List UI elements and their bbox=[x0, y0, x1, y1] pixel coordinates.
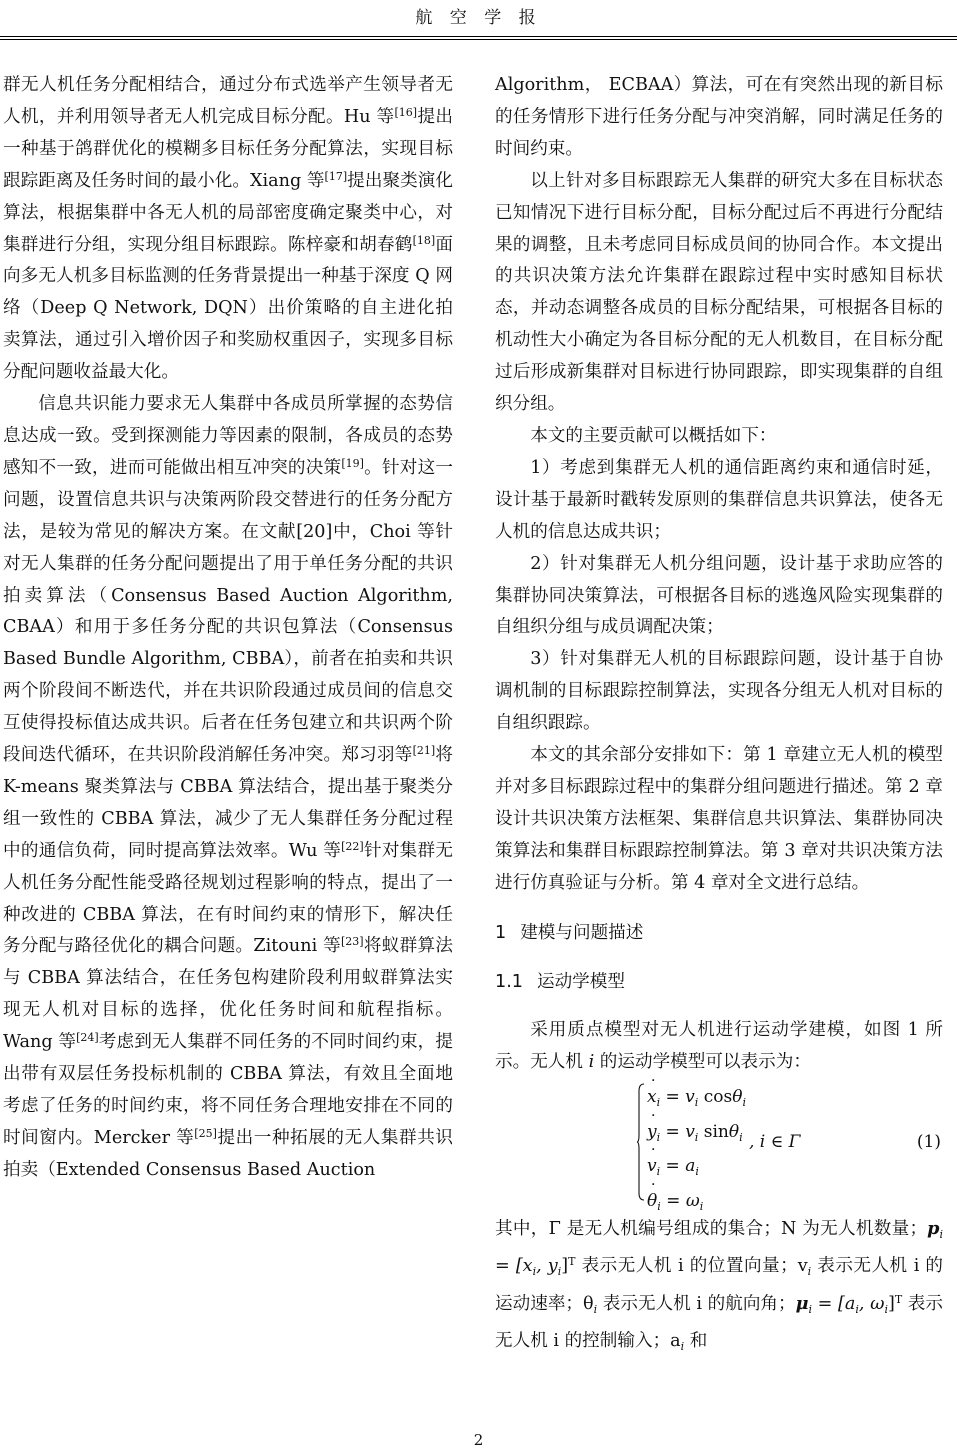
control-vector-symbol: μ bbox=[795, 1293, 809, 1314]
citation-ref: [18] bbox=[412, 233, 436, 247]
paragraph-task-allocation-review bbox=[3, 70, 453, 389]
paragraph-text: 的运动学模型可以表示为： bbox=[594, 1052, 811, 1073]
section-number: 1 bbox=[495, 922, 507, 943]
equation-brace bbox=[637, 1083, 645, 1201]
citation-ref: [23] bbox=[340, 935, 364, 949]
paragraph-contributions-intro: 本文的主要贡献可以概括如下： bbox=[530, 425, 777, 446]
subscript-i: i bbox=[657, 1199, 661, 1213]
subsection-title: 运动学模型 bbox=[536, 972, 625, 993]
paragraph-text: , ω bbox=[858, 1294, 885, 1314]
equation-lines bbox=[647, 1083, 746, 1221]
x-dot-symbol: ˙ x bbox=[647, 1083, 657, 1113]
paragraph-text: 表示无人机 i 的航向角； bbox=[597, 1294, 796, 1314]
paragraph-text: 将 K-means 聚类算法与 CBBA 算法结合，提出基于聚类分组一致性的 CBBA 算法，减少了无人集群任务分配过程中的通信负荷，同时提高算法效率。Wu 等 bbox=[3, 745, 453, 861]
paragraph-research-gap: 以上针对多目标跟踪无人集群的研究大多在目标状态已知情况下进行目标分配，目标分配过后不再进行分配结果的调整，且未考虑同目标成员间的协同合作。本文提出的共识决策方法允许集群在跟踪过程中实时感知目标状态，并动态调整各成员的目标分配结果，可根据各目标的机动性大小确定为各目标分配的无人机数目，在目标分配过后形成新集群对目标进行协同跟踪，即实现集群的自组织分组。 bbox=[495, 170, 943, 415]
contribution-item-1: 1）考虑到集群无人机的通信距离约束和通信时延，设计基于最新时戳转发原则的集群信息共识算法，使各无人机的信息达成共识； bbox=[495, 457, 943, 542]
variable-i: i bbox=[588, 1052, 595, 1073]
subscript-i: i bbox=[739, 1130, 743, 1144]
paragraph-variable-definitions bbox=[495, 1213, 943, 1363]
citation-ref: [22] bbox=[341, 839, 364, 853]
subscript-i: i bbox=[656, 1165, 661, 1179]
header-rule-top bbox=[0, 36, 957, 37]
subscript-i: i bbox=[939, 1228, 943, 1242]
subscript-i: i bbox=[855, 1303, 859, 1316]
subscript-i: i bbox=[593, 1303, 598, 1316]
v-dot-symbol: ˙ v bbox=[647, 1152, 657, 1182]
sin-function: sin bbox=[698, 1121, 729, 1142]
subscript-i: i bbox=[884, 1303, 888, 1316]
equation-rhs: = v bbox=[660, 1087, 695, 1108]
paragraph-text: , y bbox=[536, 1256, 558, 1277]
theta-symbol: θ bbox=[728, 1121, 740, 1142]
citation-ref: [16] bbox=[394, 105, 418, 119]
paragraph-text: 表示无人机 i 的控制输入；a bbox=[495, 1294, 944, 1351]
subscript-i: i bbox=[699, 1199, 704, 1213]
paragraph-text: 面向多无人机多目标监测的任务背景提出一种基于深度 Q 网络（Deep Q Network, DQN）出价策略的自主进化拍卖算法，通过引入增价因子和奖励权重因子，实现多目标分配问题收益最大化。 bbox=[3, 234, 453, 383]
paragraph-text: 提出一种拓展的无人集群共识拍卖（Extended Consensus Based Auction bbox=[3, 1127, 453, 1180]
paragraph-text: 和 bbox=[684, 1330, 708, 1351]
subscript-i: i bbox=[656, 1130, 661, 1144]
paragraph-kinematic-model-intro bbox=[495, 1015, 943, 1079]
section-title: 建模与问题描述 bbox=[520, 922, 644, 943]
transpose-symbol: T bbox=[568, 1255, 576, 1269]
subsection-heading-1-1 bbox=[495, 967, 943, 999]
paragraph-ecbaa-continuation: Algorithm， ECBAA）算法，可在有突然出现的新目标的任务情形下进行任务分配与冲突消解，同时满足任务的时间约束。 bbox=[495, 75, 943, 159]
equation-line-x bbox=[647, 1083, 746, 1118]
theta-dot-symbol: ˙ θ bbox=[647, 1187, 657, 1217]
subscript-i: i bbox=[694, 1130, 699, 1144]
journal-running-head: 航 空 学 报 bbox=[415, 8, 542, 28]
cos-function: cos bbox=[698, 1087, 733, 1108]
subscript-i: i bbox=[656, 1096, 661, 1110]
position-vector-symbol: p bbox=[927, 1218, 940, 1240]
section-heading-1 bbox=[495, 918, 943, 950]
equation-line-v bbox=[647, 1152, 746, 1187]
page-number: 2 bbox=[473, 1431, 484, 1449]
citation-ref: [17] bbox=[324, 169, 348, 183]
subscript-i: i bbox=[695, 1165, 699, 1179]
paragraph-text: = [x bbox=[495, 1256, 533, 1277]
equation-line-theta bbox=[647, 1187, 746, 1222]
paragraph-text: 信息共识能力要求无人集群中各成员所掌握的态势信息达成一致。受到探测能力等因素的限制，各成员的态势感知不一致，进而可能做出相互冲突的决策 bbox=[3, 394, 453, 478]
paragraph-text: 表示无人机 i 的位置向量；v bbox=[575, 1256, 808, 1277]
paragraph-text: 针对集群无人机任务分配性能受路径规划过程影响的特点，提出了一种改进的 CBBA 算法，在有时间约束的情形下，解决任务分配与路径优化的耦合问题。Zitouni 等 bbox=[3, 840, 453, 957]
subscript-i: i bbox=[557, 1265, 562, 1279]
equation-1-kinematics bbox=[495, 1083, 943, 1213]
citation-ref: [19] bbox=[341, 456, 364, 470]
citation-ref: [24] bbox=[76, 1031, 99, 1045]
right-column bbox=[495, 70, 943, 1363]
subscript-i: i bbox=[808, 1303, 813, 1316]
transpose-symbol: T bbox=[894, 1293, 903, 1306]
equation-rhs: = a bbox=[660, 1156, 696, 1177]
subscript-i: i bbox=[532, 1265, 537, 1279]
paragraph-text: 将蚁群算法与 CBBA 算法结合，在任务包构建阶段利用蚁群算法实现无人机对目标的选择，优化任务时间和航程指标。Wang 等 bbox=[3, 936, 453, 1053]
paragraph-text: = [a bbox=[812, 1294, 856, 1314]
paragraph-paper-outline: 本文的其余部分安排如下：第 1 章建立无人机的模型并对多目标跟踪过程中的集群分组问题进行描述。第 2 章设计共识决策方法框架、集群信息共识算法、集群协同决策算法和集群目标跟踪控制算法。第 3 章对共识决策方法进行仿真验证与分析。第 4 章对全文进行总结。 bbox=[495, 745, 943, 893]
contribution-item-2: 2）针对集群无人机分组问题，设计基于求助应答的集群协同决策算法，可根据各目标的逃逸风险实现集群的自组织分组与成员调配决策； bbox=[495, 553, 943, 638]
subscript-i: i bbox=[807, 1265, 812, 1279]
equation-condition: , i ∈ Γ bbox=[749, 1132, 801, 1153]
subscript-i: i bbox=[694, 1096, 699, 1110]
y-dot-symbol: ˙ y bbox=[647, 1118, 657, 1148]
paragraph-text: 群无人机任务分配相结合，通过分布式选举产生领导者无人机，并利用领导者无人机完成目标分配。Hu 等 bbox=[3, 75, 453, 127]
subscript-i: i bbox=[742, 1096, 746, 1110]
header-rule-bottom bbox=[0, 39, 957, 40]
citation-ref: [25] bbox=[194, 1126, 217, 1140]
contribution-item-3: 3）针对集群无人机的目标跟踪问题，设计基于自协调机制的目标跟踪控制算法，实现各分组无人机对目标的自组织跟踪。 bbox=[495, 649, 943, 734]
paragraph-text: 提出一种基于鸽群优化的模糊多目标任务分配算法，实现目标跟踪距离及任务时间的最小化。Xiang 等 bbox=[3, 106, 453, 191]
equation-number: (1) bbox=[916, 1132, 941, 1153]
paragraph-text: 。针对这一问题，设置信息共识与决策两阶段交替进行的任务分配方法，是较为常见的解决方案。在文献[20]中，Choi 等针对无人集群的任务分配问题提出了用于单任务分配的共识拍卖算法（Consensus Based Auction Algorithm, CBAA）和用于多任务分配的共识包算法（Consensus Based Bundle Algorithm, CBBA），前者在拍卖和共识两个阶段间不断迭代，并在共识阶段通过成员间的信息交互使得投标值达成共识。后者在任务包建立和共识两个阶段间迭代循环，在共识阶段消解任务冲突。郑习羽等 bbox=[3, 457, 453, 766]
theta-symbol: θ bbox=[732, 1087, 743, 1108]
left-column bbox=[3, 70, 453, 1187]
paragraph-text: 采用质点模型对无人机进行运动学建模，如图 1 所示。无人机 bbox=[495, 1020, 943, 1073]
paragraph-consensus-review bbox=[3, 389, 453, 1187]
paragraph-text: ] bbox=[887, 1294, 895, 1314]
equation-rhs: = ω bbox=[660, 1190, 700, 1211]
paragraph-text: 表示无人机 i 的运动速率；θ bbox=[495, 1256, 943, 1314]
paragraph-text: ] bbox=[561, 1256, 569, 1277]
paragraph-text: 提出聚类演化算法，根据集群中各无人机的局部密度确定聚类中心，对集群进行分组，实现分组目标跟踪。陈梓豪和胡春鹤 bbox=[3, 170, 453, 255]
subscript-i: i bbox=[680, 1339, 685, 1353]
equation-rhs: = v bbox=[660, 1121, 695, 1142]
paragraph-text: 其中，Γ 是无人机编号组成的集合；N 为无人机数量； bbox=[495, 1219, 928, 1240]
subsection-number: 1.1 bbox=[495, 972, 523, 993]
equation-line-y bbox=[647, 1118, 746, 1153]
paragraph-text: 考虑到无人集群不同任务的不同时间约束，提出带有双层任务投标机制的 CBBA 算法，有效且全面地考虑了任务的时间约束，将不同任务合理地安排在不同的时间窗内。Mercker 等 bbox=[3, 1032, 453, 1148]
citation-ref: [21] bbox=[412, 744, 436, 758]
